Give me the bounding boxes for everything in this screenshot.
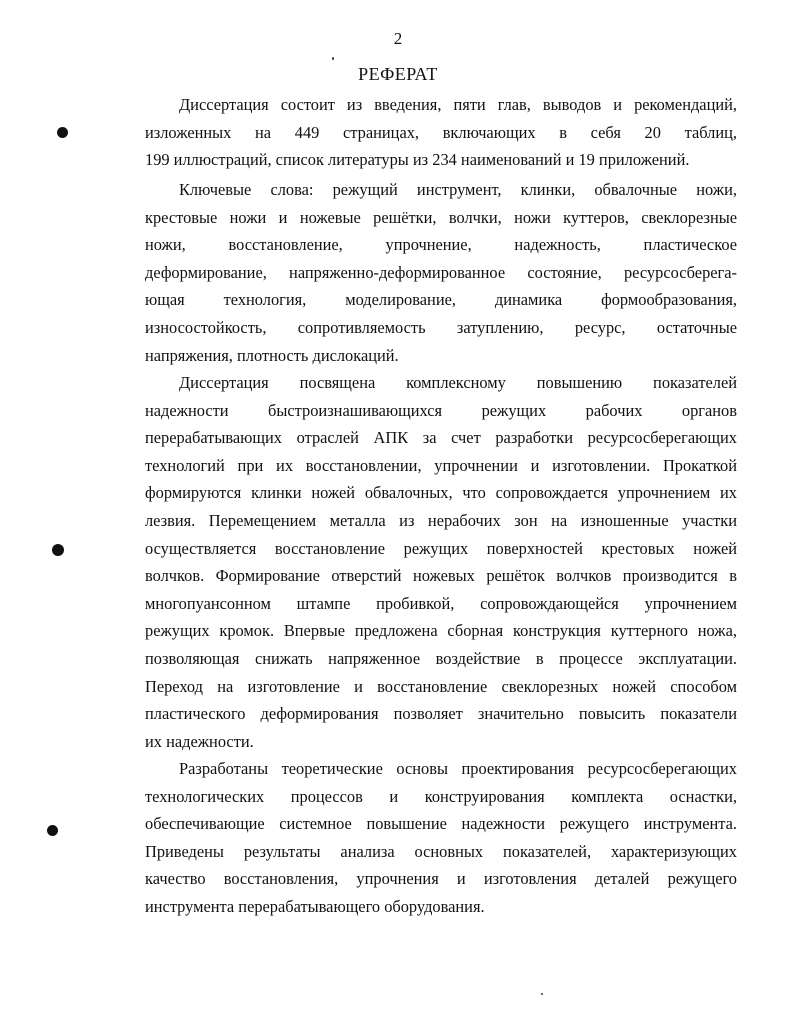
text-line: ющая технология, моделирование, динамика формообразования, (145, 290, 737, 310)
text-line: Диссертация посвящена комплексному повышению показателей (179, 373, 737, 392)
text-line: Приведены результаты анализа основных показателей, характеризующих (145, 841, 737, 861)
punch-hole-dot (47, 825, 58, 836)
text-line: многопуансонном штампе пробивкой, сопровождающейся упрочнением (145, 593, 737, 613)
punch-hole-dot (57, 127, 68, 138)
text-line: обеспечивающие системное повышение надежности режущего инструмента. (145, 814, 737, 834)
text-line: качество восстановления, упрочнения и изготовления деталей режущего (145, 869, 737, 889)
punch-hole-dot (52, 544, 64, 556)
text-line: пластического деформирования позволяет значительно повысить показатели (145, 704, 737, 724)
text-line: технологий при их восстановлении, упрочнении и изготовлении. Прокаткой (145, 455, 737, 475)
text-line: 199 иллюстраций, список литературы из 234 наименований и 19 приложений. (145, 150, 690, 170)
text-line: лезвия. Перемещением металла из нерабочих зон на изношенные участки (145, 510, 737, 530)
paragraph-main (145, 369, 737, 755)
text-line: технологических процессов и конструирования комплекта оснастки, (145, 786, 737, 806)
text-line: деформирование, напряженно-деформированное состояние, ресурсосберега- (145, 262, 737, 282)
text-line: волчков. Формирование отверстий ножевых решёток волчков производится в (145, 566, 737, 586)
text-line: надежности быстроизнашивающихся режущих рабочих органов (145, 400, 737, 420)
text-line: позволяющая снижать напряженное воздействие в процессе эксплуатации. (145, 648, 737, 668)
text-line: режущих кромок. Впервые предложена сборная конструкция куттерного ножа, (145, 621, 737, 641)
page-number: 2 (393, 29, 403, 48)
text-line: инструмента перерабатывающего оборудования. (145, 896, 485, 916)
text-line: Разработаны теоретические основы проектирования ресурсосберегающих (179, 759, 737, 778)
text-line: Ключевые слова: режущий инструмент, клинки, обвалочные ножи, (179, 180, 737, 199)
page-title: РЕФЕРАТ (358, 64, 438, 84)
text-line: формируются клинки ножей обвалочных, что сопровождается упрочнением их (145, 483, 737, 503)
text-line: их надежности. (145, 731, 254, 751)
paragraph-keywords (145, 176, 737, 369)
text-line: изложенных на 449 страницах, включающих в себя 20 таблиц, (145, 122, 737, 142)
scan-speck (332, 57, 334, 60)
text-line: напряжения, плотность дислокаций. (145, 345, 399, 365)
text-line: крестовые ножи и ножевые решётки, волчки, ножи куттеров, свеклорезные (145, 207, 737, 227)
paragraph-summary (145, 91, 737, 174)
text-line: Диссертация состоит из введения, пяти глав, выводов и рекомендаций, (179, 95, 737, 114)
text-line: Переход на изготовление и восстановление свеклорезных ножей способом (145, 676, 737, 696)
paragraph-results (145, 755, 737, 921)
text-line: осуществляется восстановление режущих поверхностей крестовых ножей (145, 538, 737, 558)
text-line: перерабатывающих отраслей АПК за счет разработки ресурсосберегающих (145, 428, 737, 448)
scan-speck (541, 993, 543, 995)
text-line: ножи, восстановление, упрочнение, надежность, пластическое (145, 235, 737, 255)
text-line: износостойкость, сопротивляемость затуплению, ресурс, остаточные (145, 317, 737, 337)
